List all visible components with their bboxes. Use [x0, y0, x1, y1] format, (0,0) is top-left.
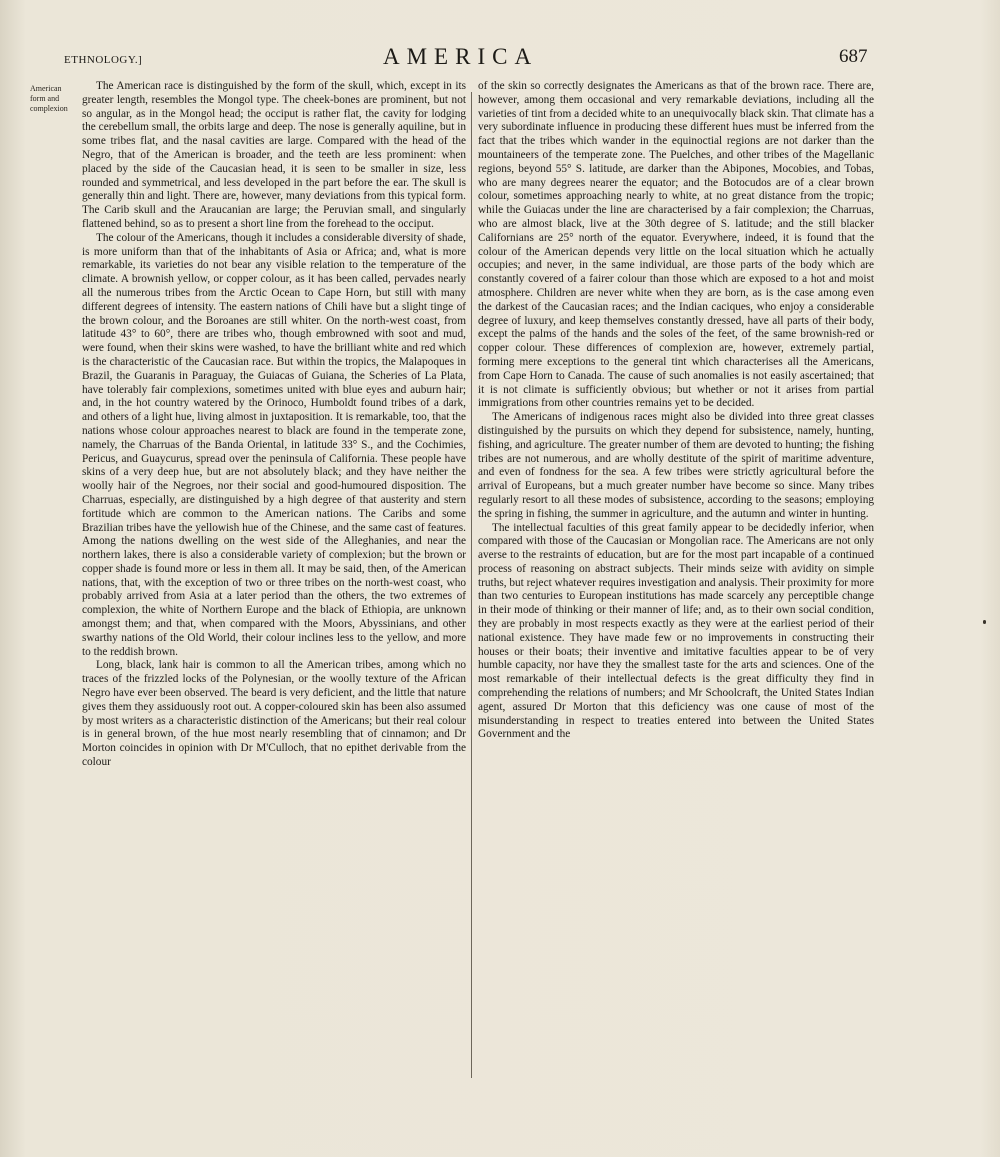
left-column — [82, 80, 466, 770]
margin-note: American form and complexion — [30, 84, 68, 113]
paragraph: The American race is distinguished by the form of the skull, which, except in its greater length, resembles the Mongol type. The cheek-bones are prominent, but not so angular, as in the Mongol head; the occiput is rather flat, the cavity for lodging the cerebellum small, the orbits large and deep. The nose is generally aquiline, but in some tribes flat, and the nasal cavities are large. Compared with the head of the Negro, that of the American is broader, and the teeth are less prominent: when placed by the side of the Caucasian head, it is seen to be smaller in size, less rounded and symmetrical, and less developed in the part before the ear. The skull is generally thin and light. There are, however, many deviations from this typical form. The Carib skull and the Araucanian are large; the Peruvian small, and singularly flattened behind, so as to present a short line from the forehead to the occiput. — [82, 80, 466, 230]
paragraph: The intellectual faculties of this great family appear to be decidedly inferior, when compared with those of the Caucasian or Mongolian race. The Americans are not only averse to the restraints of education, but are for the most part incapable of a continued process of reasoning on abstract subjects. Their minds seize with avidity on simple truths, but reject whatever requires investigation and analysis. Their proximity for more than two centuries to European institutions has made scarcely any perceptible change in their mode of thinking or their manner of life; and, as to their own social condition, they are probably in most respects exactly as they were at the earliest period of their national existence. They have made few or no improvements in constructing their houses or their boats; their inventive and imitative faculties appear to be of very humble capacity, nor have they the smallest taste for the arts and sciences. One of the most remarkable of their intellectual defects is the great difficulty they find in comprehending the relations of numbers; and Mr Schoolcraft, the United States Indian agent, assured Dr Morton that this deficiency was one cause of most of the misunderstanding in respect to treaties entered into between the United States Government and the — [478, 521, 875, 741]
right-column — [478, 80, 874, 742]
column-divider — [471, 92, 472, 1078]
ink-spot — [983, 620, 986, 624]
paragraph: of the skin so correctly designates the Americans as that of the brown race. There are, however, among them occasional and very remarkable deviations, including all the varieties of tint from a decided white to an unequivocally black skin. That climate has a very subordinate influence in producing these different hues must be inferred from the fact that the tribes which wander in the equinoctial regions are not darker than the mountaineers of the temperate zone. The Puelches, and other tribes of the Magellanic regions, beyond 55° S. latitude, are darker than the Abipones, Mocobies, and Tobas, who are many degrees nearer the equator; and the Botocudos are of a clear brown colour, sometimes approaching nearly to white, at no great distance from the tropic; while the Guiacas under the line are characterised by a fair complexion; the Charruas, who are almost black, live at the 30th degree of S. latitude; and the still blacker Californians are 25° north of the equator. Everywhere, indeed, it is found that the colour of the American depends very little on the local situation which he actually occupies; and never, in the same individual, are those parts of the body which are constantly covered of a fairer colour than those which are exposed to a hot and moist atmosphere. Children are never white when they are born, as is the case among even the darkest of the Caucasian races; and the Indian caciques, who enjoy a considerable degree of luxury, and keep themselves constantly dressed, have all parts of their body, except the palms of the hands and the soles of the feet, of the same brownish-red or copper colour. These differences of complexion are, however, extremely partial, forming mere exceptions to the general tint which characterises all the Americans, from Cape Horn to Canada. The cause of such anomalies is not easily ascertained; that it is not climate is sufficiently obvious; but whether or not it arises from partial immigrations from other countries remains yet to be decided. — [478, 80, 874, 410]
paragraph: The Americans of indigenous races might also be divided into three great classes distinguished by the pursuits on which they depend for subsistence, namely, hunting, fishing, and agriculture. The greater number of them are devoted to hunting; the fishing tribes are not numerous, and are wholly destitute of the spirit of maritime adventure, and even of fondness for the sea. A few tribes were strictly agricultural before the arrival of Europeans, but a much greater number have become so since. Many tribes regularly resort to all these modes of subsistence, according to the seasons; employing the spring in fishing, the summer in agriculture, and the autumn and winter in hunting. — [478, 411, 874, 520]
paragraph: The colour of the Americans, though it includes a considerable diversity of shade, is more uniform than that of the inhabitants of Asia or Africa; and, what is more remarkable, its varieties do not bear any visible relation to the temperature of the climate. A brownish yellow, or copper colour, as it has been called, pervades nearly all the numerous tribes from the Arctic Ocean to Cape Horn, but still with many different degrees of intensity. The eastern nations of Chili have but a slight tinge of the brown colour, and the Boroanes are still whiter. On the north-west coast, from latitude 43° to 60°, there are tribes who, though embrowned with soot and mud, were found, when their skins were washed, to have the brilliant white and red which is the characteristic of the Caucasian race. But within the tropics, the Malapoques in Brazil, the Guaranis in Paraguay, the Guiacas of Guiana, the Scheries of La Plata, have tolerably fair complexions, sometimes united with blue eyes and auburn hair; and, in the hot country watered by the Orinoco, Humboldt found tribes of a dark, and others of a light hue, living almost in juxtaposition. It is remarkable, too, that the nations whose colour approaches nearest to black are found in the temperate zone, namely, the Charruas of the Banda Oriental, in latitude 33° S., and the Cochimies, Pericus, and Guaycurus, spread over the peninsula of California. These people have skins of a very deep hue, but are not absolutely black; and they have neither the woolly hair of the Negroes, nor their social and good-humoured disposition. The Charruas, especially, are distinguished by a high degree of that austerity and stern fortitude which are common to the American nations. The Caribs and some Brazilian tribes have the yellowish hue of the Chinese, and the same cast of features. Among the nations dwelling on the west side of the Alleghanies, and near the northern lakes, there is also a considerable variety of complexion; but the brown or copper shade is found more or less in them all. It may be said, then, of the American nations, that, with the exception of two or three tribes on the north-west coast, who probably arrived from Asia at a later period than the others, the two extremes of complexion, the white of Northern Europe and the black of Ethiopia, are unknown amongst them; and that, when compared with the Moors, Abyssinians, and other swarthy nations of the Old World, their colour inclines less to the yellow, and more to the reddish brown. — [82, 231, 466, 658]
page-title: AMERICA — [383, 44, 539, 69]
running-header — [0, 44, 1000, 74]
page-number: 687 — [839, 46, 868, 67]
section-label: ETHNOLOGY.] — [64, 54, 143, 66]
paragraph: Long, black, lank hair is common to all the American tribes, among which no traces of the frizzled locks of the Polynesian, or the woolly texture of the African Negro have ever been observed. The beard is very deficient, and the little that nature gives them they assiduously root out. A copper-coloured skin has been also assumed by most writers as a characteristic distinction of the Americans; but their real colour is in general brown, of the hue most nearly resembling that of cinnamon; and Dr Morton coincides in opinion with Dr M'Culloch, that no epithet derivable from the colour — [82, 659, 466, 769]
